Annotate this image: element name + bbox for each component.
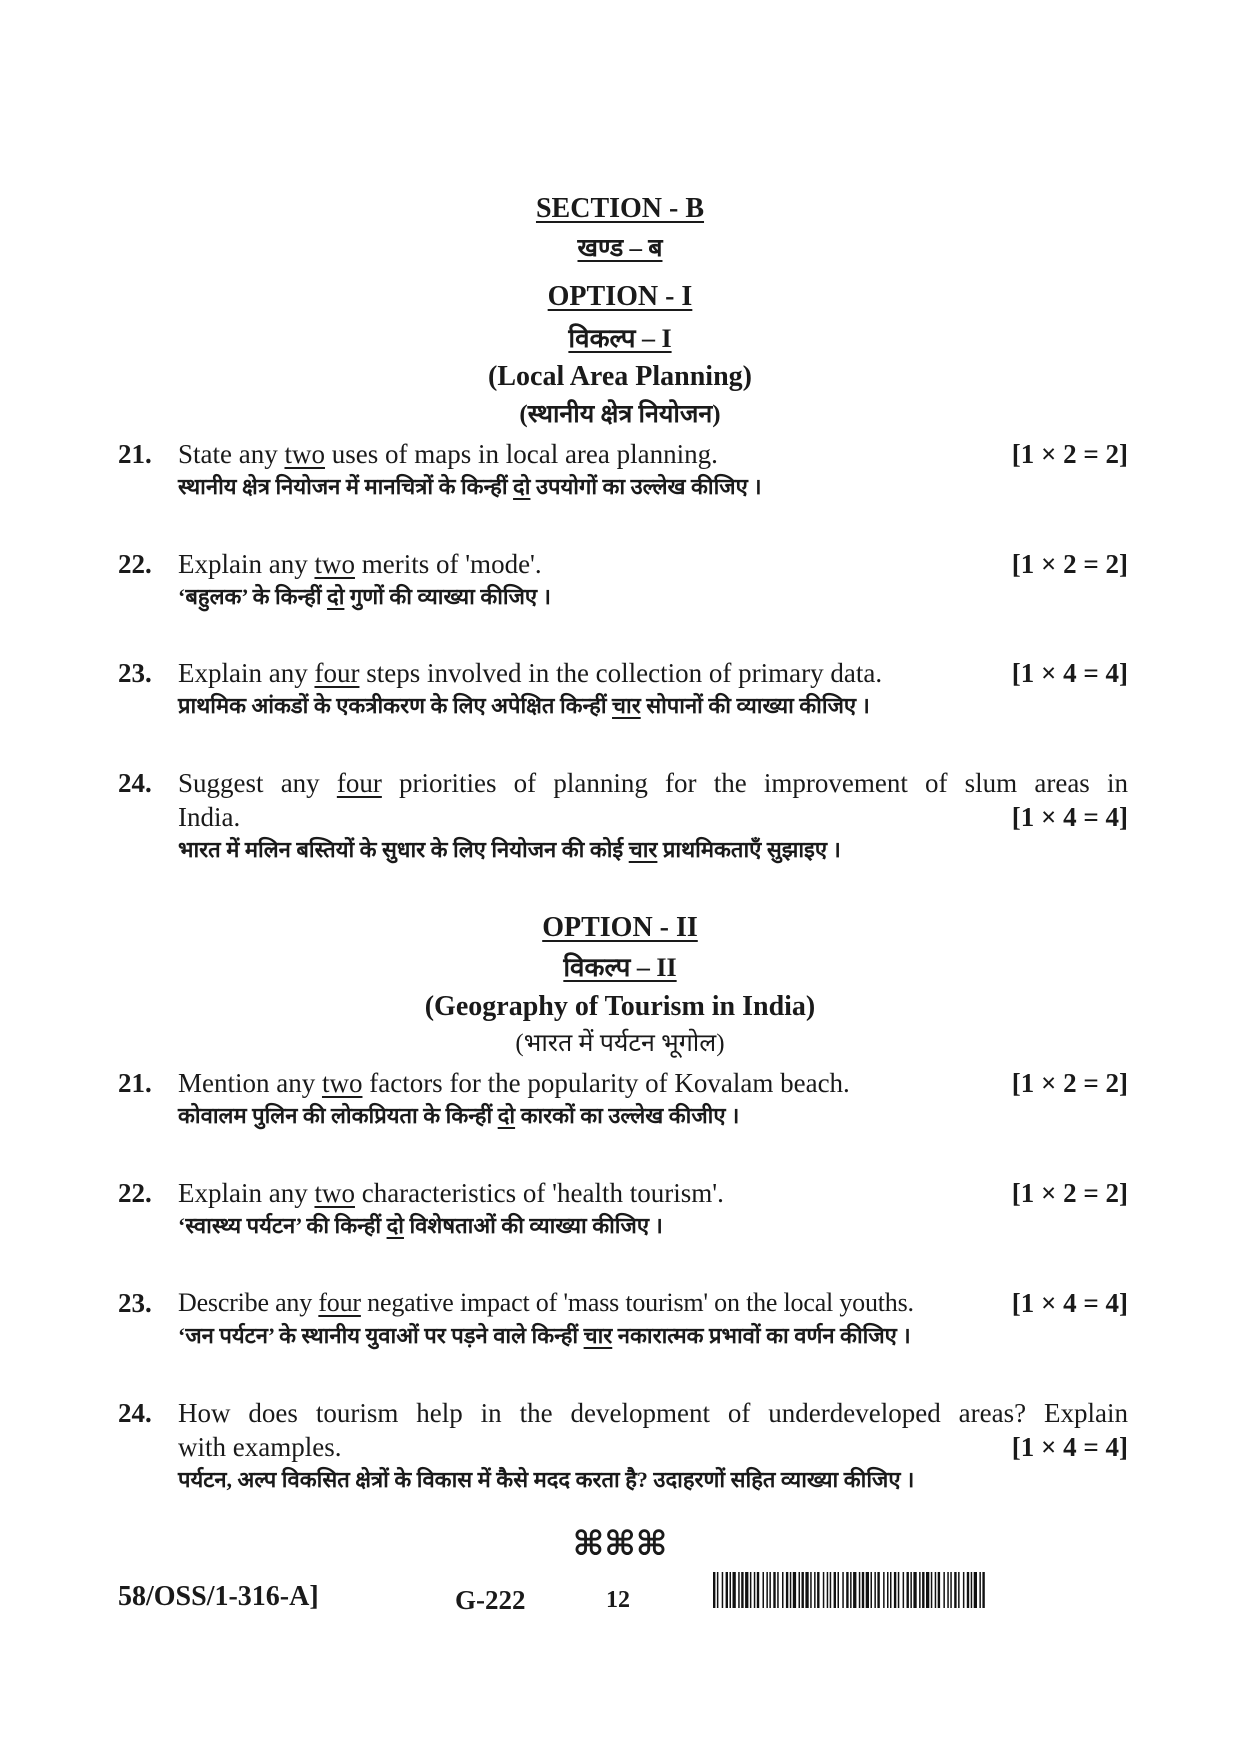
barcode-bar [810,1572,812,1608]
option-1-title: OPTION - I [547,281,693,312]
question-number: 22. [118,1178,152,1208]
question-marks: [1 × 2 = 2] [1011,439,1128,469]
page-number: 12 [606,1587,630,1613]
barcode-bar [830,1572,832,1608]
barcode-bar [890,1572,892,1608]
barcode-bar [974,1572,977,1608]
barcode-bar [790,1572,792,1608]
question-number: 24. [118,768,152,798]
barcode-bar [887,1572,889,1608]
barcode-bar [903,1572,905,1608]
option-2-question-24 [118,1396,1128,1496]
barcode-bar [874,1572,876,1608]
barcode-bar [913,1572,916,1608]
barcode-bar [722,1572,724,1608]
barcode-bar [741,1572,743,1608]
barcode-bar [763,1572,765,1608]
barcode-bar [777,1572,779,1608]
barcode-bar [967,1572,969,1608]
question-text: Mention any two factors for the popularity of Kovalam beach. [178,1068,850,1098]
question-marks: [1 × 4 = 4] [1011,1432,1128,1462]
option-2-subtitle: (Geography of Tourism in India) [424,991,816,1022]
question-marks: [1 × 4 = 4] [1011,802,1128,832]
question-text-hindi: ‘स्वास्थ्य पर्यटन’ की किन्हीं दो विशेषताओं की व्याख्या कीजिए । [178,1213,663,1238]
question-number: 23. [118,658,152,688]
barcode-bar [877,1572,879,1608]
barcode [713,1572,986,1608]
barcode-bar [979,1572,981,1608]
question-text-hindi: प्राथमिक आंकडों के एकत्रीकरण के लिए अपेक्षित किन्हीं चार सोपानों की व्याख्या कीजिए । [178,693,870,718]
option-2-title-hindi: विकल्प – II [563,953,677,982]
barcode-bar [713,1572,715,1608]
question-text: Explain any two characteristics of 'health tourism'. [178,1178,724,1208]
option-1-question-21 [118,437,1128,503]
option-1-question-24 [118,766,1128,866]
question-number: 22. [118,549,152,579]
barcode-bar [773,1572,775,1608]
barcode-bar [842,1572,844,1608]
barcode-bar [919,1572,921,1608]
barcode-bar [971,1572,973,1608]
barcode-bar [850,1572,852,1608]
barcode-bar [766,1572,768,1608]
barcode-bar [754,1572,756,1608]
barcode-bar [814,1572,816,1608]
question-number: 23. [118,1288,152,1318]
question-marks: [1 × 2 = 2] [1011,1178,1128,1208]
barcode-bar [963,1572,965,1608]
question-text: Explain any four steps involved in the collection of primary data. [178,658,883,688]
question-text: State any two uses of maps in local area planning. [178,439,718,469]
option-1-question-23 [118,656,1128,722]
barcode-bar [717,1572,719,1608]
barcode-bar [931,1572,933,1608]
question-text-hindi: कोवालम पुलिन की लोकप्रियता के किन्हीं दो कारकों का उल्लेख कीजीए । [178,1103,740,1128]
question-text-line-2: with examples. [178,1432,342,1462]
option-1-subtitle: (Local Area Planning) [488,361,752,392]
question-text-line-2: India. [178,802,241,832]
barcode-bar [907,1572,909,1608]
barcode-bar [859,1572,861,1608]
option-2-question-21 [118,1066,1128,1132]
barcode-bar [730,1572,732,1608]
question-text: Suggest any four priorities of planning for the improvement of slum areas in [178,768,1128,798]
option-2-subtitle-hindi: (भारत में पर्यटन भूगोल) [515,1030,725,1057]
option-2-question-23 [118,1286,1128,1352]
barcode-bar [799,1572,801,1608]
barcode-bar [871,1572,873,1608]
question-text: Explain any two merits of 'mode'. [178,549,542,579]
question-text-hindi: ‘जन पर्यटन’ के स्थानीय युवाओं पर पड़ने वाले किन्हीं चार नकारात्मक प्रभावों का वर्णन कीजिए । [178,1323,911,1348]
barcode-bar [769,1572,771,1608]
barcode-bar [827,1572,829,1608]
option-2-title: OPTION - II [542,912,698,943]
question-marks: [1 × 2 = 2] [1011,549,1128,579]
question-number: 21. [118,1068,152,1098]
option-1-title-hindi: विकल्प – I [568,324,672,353]
question-text-hindi: भारत में मलिन बस्तियों के सुधार के लिए नियोजन की कोई चार प्राथमिकताएँ सुझाइए । [178,837,841,862]
end-of-paper-marker: ⌘⌘⌘ [572,1524,668,1564]
section-title: SECTION - B [535,193,705,224]
question-text: How does tourism help in the development of underdeveloped areas? Explain [178,1398,1128,1428]
barcode-bar [862,1572,864,1608]
barcode-bar [786,1572,788,1608]
option-2-question-22 [118,1176,1128,1242]
barcode-bar [802,1572,804,1608]
barcode-bar [947,1572,949,1608]
question-marks: [1 × 4 = 4] [1011,658,1128,688]
barcode-bar [745,1572,748,1608]
barcode-bar [950,1572,952,1608]
paper-code: 58/OSS/1-316-A] [118,1581,319,1612]
series-code: G-222 [455,1585,526,1615]
barcode-bar [823,1572,825,1608]
barcode-bar [834,1572,836,1608]
barcode-bar [938,1572,940,1608]
question-text-hindi: स्थानीय क्षेत्र नियोजन में मानचित्रों के किन्हीं दो उपयोगों का उल्लेख कीजिए । [178,474,762,499]
barcode-bar [750,1572,752,1608]
barcode-bar [793,1572,796,1608]
barcode-bar [910,1572,912,1608]
barcode-bar [943,1572,945,1608]
barcode-bar [926,1572,929,1608]
barcode-bar [922,1572,924,1608]
barcode-bar [935,1572,937,1608]
barcode-bar [817,1572,819,1608]
barcode-bar [733,1572,736,1608]
barcode-bar [782,1572,784,1608]
barcode-bar [894,1572,896,1608]
question-marks: [1 × 4 = 4] [1011,1288,1128,1318]
question-text: Describe any four negative impact of 'mass tourism' on the local youths. [178,1288,914,1317]
barcode-bar [866,1572,869,1608]
barcode-bar [982,1572,984,1608]
question-number: 24. [118,1398,152,1428]
question-number: 21. [118,439,152,469]
question-text-hindi: ‘बहुलक’ के किन्हीं दो गुणों की व्याख्या कीजिए । [178,584,551,609]
section-title-hindi: खण्ड – ब [577,235,663,262]
barcode-bar [838,1572,840,1608]
barcode-bar [805,1572,808,1608]
barcode-bar [958,1572,960,1608]
question-marks: [1 × 2 = 2] [1011,1068,1128,1098]
barcode-bar [853,1572,856,1608]
barcode-bar [757,1572,759,1608]
question-text-hindi: पर्यटन, अल्प विकसित क्षेत्रों के विकास में कैसे मदद करता है? उदाहरणों सहित व्याख्या कीजिए । [178,1467,915,1492]
option-1-subtitle-hindi: (स्थानीय क्षेत्र नियोजन) [519,401,721,428]
option-1-question-22 [118,547,1128,613]
barcode-bar [726,1572,728,1608]
barcode-bar [846,1572,848,1608]
barcode-bar [738,1572,740,1608]
barcode-bar [898,1572,900,1608]
barcode-bar [954,1572,956,1608]
barcode-bar [883,1572,885,1608]
